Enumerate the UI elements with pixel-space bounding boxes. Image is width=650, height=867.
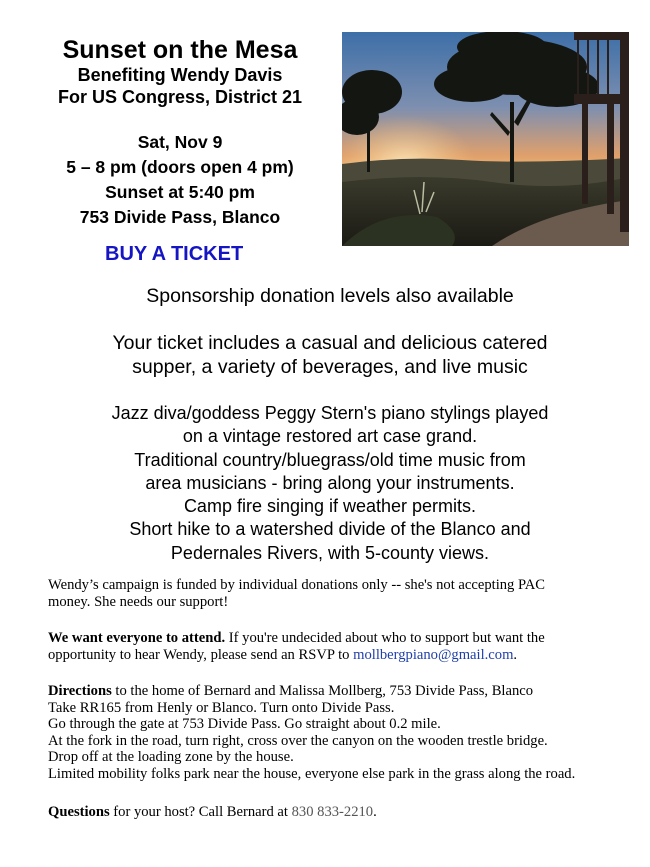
directions-heading: Directions (48, 683, 112, 699)
event-header (30, 36, 330, 230)
directions-line: Limited mobility folks park near the house, everyone else park in the grass along the road. (48, 765, 576, 782)
event-date: Sat, Nov 9 (137, 132, 223, 152)
attend-line-1 (48, 630, 618, 647)
buy-ticket-link[interactable]: BUY A TICKET (105, 243, 244, 265)
directions-line: Go through the gate at 753 Divide Pass. Go straight about 0.2 mile. (48, 716, 441, 733)
attend-line-2 (48, 647, 618, 664)
directions-line: At the fork in the road, turn right, cross over the canyon on the wooden trestle bridge. (48, 732, 548, 749)
directions-line-1 (48, 683, 618, 700)
directions-line: Take RR165 from Henly or Blanco. Turn onto Divide Pass. (48, 699, 395, 716)
includes-line: supper, a variety of beverages, and live music (132, 356, 528, 378)
music-line: Traditional country/bluegrass/old time music from (134, 449, 526, 470)
directions-paragraph (48, 683, 618, 783)
campaign-paragraph (48, 577, 618, 610)
sponsorship-note: Sponsorship donation levels also available (146, 285, 514, 307)
music-line: Camp fire singing if weather permits. (183, 496, 477, 517)
music-line: Jazz diva/goddess Peggy Stern's piano stylings played (111, 403, 549, 423)
rsvp-email-link[interactable]: mollbergpiano@gmail.com (353, 646, 514, 663)
event-sunset: Sunset at 5:40 pm (105, 182, 255, 202)
event-time: 5 – 8 pm (doors open 4 pm) (66, 157, 294, 177)
event-details (30, 130, 330, 230)
campaign-line: money. She needs our support! (48, 593, 229, 610)
questions-heading: Questions (48, 804, 110, 820)
questions-text: for your host? Call Bernard at (109, 804, 292, 820)
questions-period: . (373, 804, 377, 820)
music-line: Pedernales Rivers, with 5-county views. (170, 542, 490, 563)
ticket-includes (30, 331, 630, 379)
sunset-landscape-image (342, 32, 629, 246)
host-phone-link[interactable]: 830 833-2210 (291, 804, 374, 820)
attend-heading: We want everyone to attend. (48, 630, 226, 646)
questions-line (48, 804, 618, 821)
attend-paragraph (48, 630, 618, 663)
event-title: Sunset on the Mesa (62, 36, 298, 64)
event-subtitle: Benefiting Wendy Davis (77, 65, 283, 85)
music-line: Short hike to a watershed divide of the Blanco and (129, 519, 531, 540)
music-line: on a vintage restored art case grand. (182, 426, 478, 447)
event-district: For US Congress, District 21 (57, 87, 303, 107)
event-address: 753 Divide Pass, Blanco (79, 207, 281, 227)
includes-line: Your ticket includes a casual and delicious catered (112, 332, 548, 354)
attend-text: If you're undecided about who to support but want the (225, 630, 545, 646)
directions-text: to the home of Bernard and Malissa Mollberg, 753 Divide Pass, Blanco (111, 683, 534, 699)
campaign-line: Wendy’s campaign is funded by individual donations only -- she's not accepting PAC (48, 577, 546, 593)
music-line: area musicians - bring along your instruments. (145, 472, 515, 493)
rsvp-text: opportunity to hear Wendy, please send an RSVP to (48, 646, 354, 663)
directions-line: Drop off at the loading zone by the house. (48, 749, 294, 766)
rsvp-period: . (513, 646, 518, 663)
sunset-photo (342, 32, 629, 246)
questions-paragraph (48, 804, 618, 821)
music-description (30, 402, 630, 565)
